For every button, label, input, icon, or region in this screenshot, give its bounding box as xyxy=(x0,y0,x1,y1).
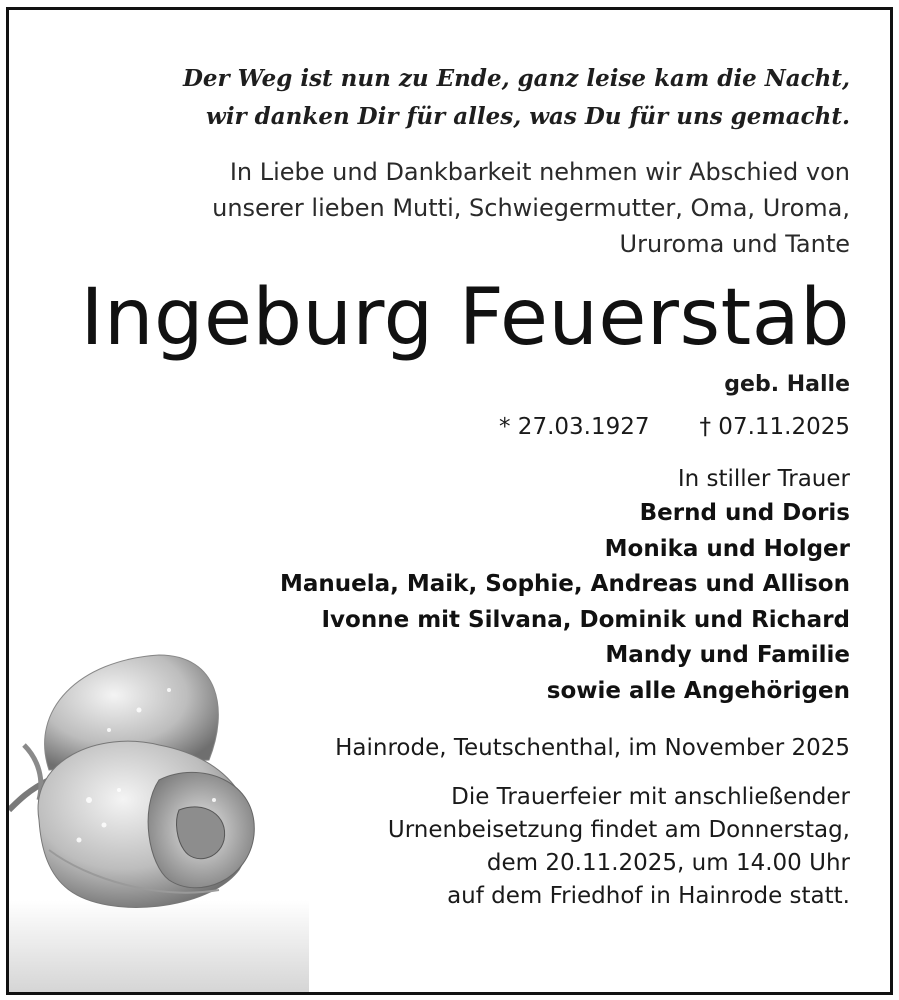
mourner-line: sowie alle Angehörigen xyxy=(546,677,850,704)
intro-line: unserer lieben Mutti, Schwiegermutter, Oma, Uroma, xyxy=(212,194,850,222)
mourner-line: Bernd und Doris xyxy=(639,500,850,526)
mourners-list xyxy=(70,496,850,709)
intro-text xyxy=(70,154,850,262)
intro-line: Ururoma und Tante xyxy=(619,230,850,258)
place-date: Hainrode, Teutschenthal, im November 2025 xyxy=(335,735,850,761)
mourner-line: Monika und Holger xyxy=(604,535,850,562)
mourner-line: Ivonne mit Silvana, Dominik und Richard xyxy=(321,606,850,633)
born-name: geb. Halle xyxy=(724,372,850,397)
mourning-label: In stiller Trauer xyxy=(677,466,850,492)
service-line: dem 20.11.2025, um 14.00 Uhr xyxy=(486,850,850,876)
intro-line: In Liebe und Dankbarkeit nehmen wir Abschied von xyxy=(229,158,850,186)
deceased-name: Ingeburg Feuerstab xyxy=(80,273,850,363)
death-date: † 07.11.2025 xyxy=(699,414,850,440)
verse-line: Der Weg ist nun zu Ende, ganz leise kam die Nacht, xyxy=(182,65,850,92)
service-info xyxy=(70,781,850,913)
mourner-line: Mandy und Familie xyxy=(605,642,850,668)
obituary-frame xyxy=(6,7,893,995)
life-dates xyxy=(70,410,850,444)
verse-line: wir danken Dir für alles, was Du für uns gemacht. xyxy=(206,103,850,130)
birth-date: * 27.03.1927 xyxy=(499,414,650,440)
obituary-content xyxy=(70,60,850,913)
service-line: Die Trauerfeier mit anschließender xyxy=(451,784,850,810)
verse xyxy=(70,60,850,136)
service-line: Urnenbeisetzung findet am Donnerstag, xyxy=(387,817,850,843)
service-line: auf dem Friedhof in Hainrode statt. xyxy=(447,883,850,909)
mourner-line: Manuela, Maik, Sophie, Andreas und Allison xyxy=(279,571,850,597)
